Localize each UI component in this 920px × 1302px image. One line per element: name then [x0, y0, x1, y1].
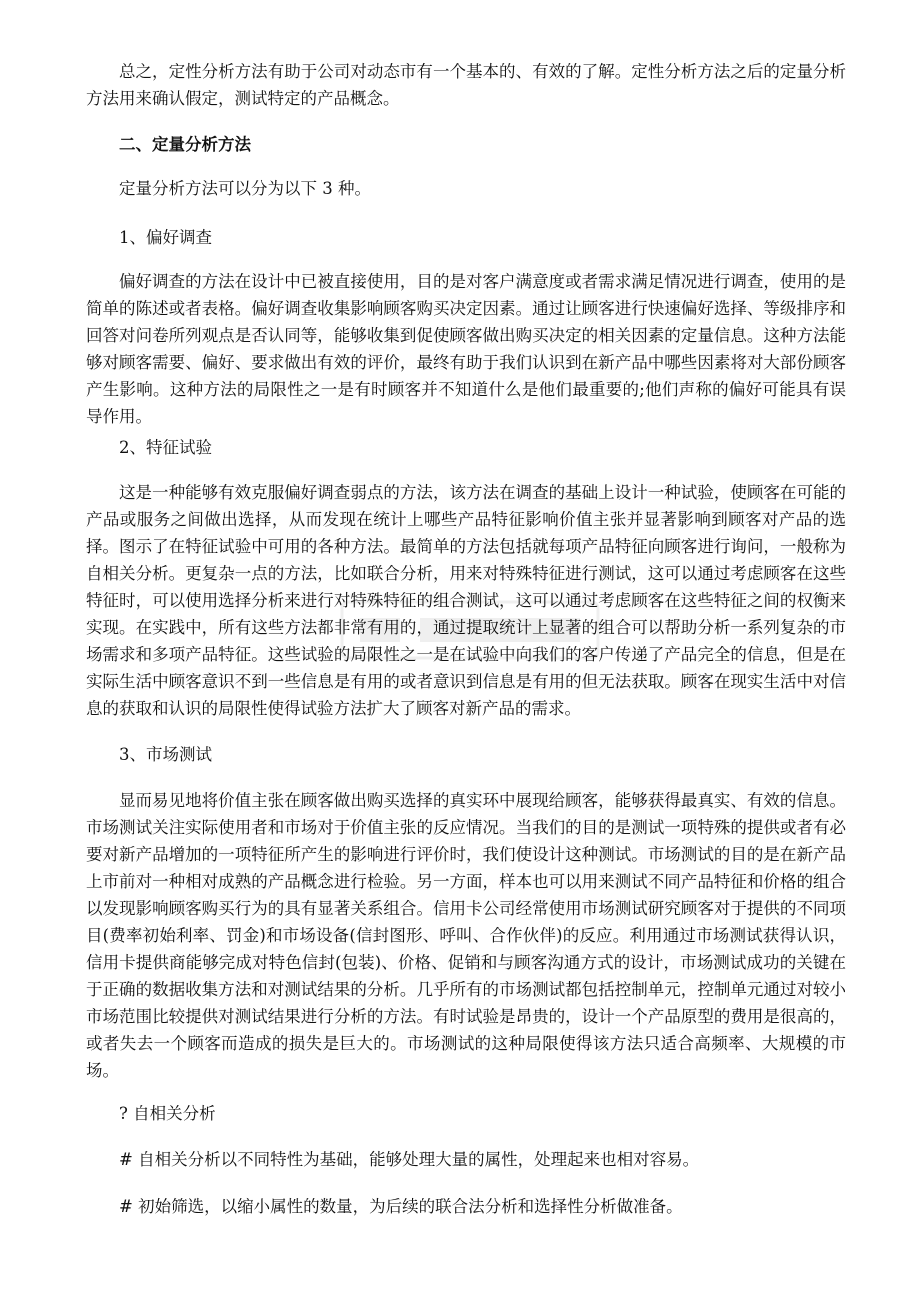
preference-survey-paragraph: 偏好调查的方法在设计中已被直接使用，目的是对客户满意度或者需求满足情况进行调查，使用的是简单的陈述或者表格。偏好调查收集影响顾客购买决定因素。通过让顾客进行快速偏好选择、等级排序和回答对问卷所列观点是否认同等，能够收集到促使顾客做出购买决定的相关因素的定量信息。这种方法能够对顾客需要、偏好、要求做出有效的评价，最终有助于我们认识到在新产品中哪些因素将对大部份顾客产生影响。这种方法的局限性之一是有时顾客并不知道什么是他们最重要的;他们声称的偏好可能具有误导作用。 — [86, 272, 846, 426]
intro-paragraph: 总之，定性分析方法有助于公司对动态市有一个基本的、有效的了解。定性分析方法之后的定量分析方法用来确认假定，测试特定的产品概念。 — [86, 62, 846, 108]
feature-test-paragraph: 这是一种能够有效克服偏好调查弱点的方法，该方法在调查的基础上设计一种试验，使顾客在可能的产品或服务之间做出选择，从而发现在统计上哪些产品特征影响价值主张并显著影响到顾客对产品的选择。图示了在特征试验中可用的各种方法。最简单的方法包括就每项产品特征向顾客进行询问，一般称为自相关分析。更复杂一点的方法，比如联合分析，用来对特殊特征进行测试，这可以通过考虑顾客在这些特征时，可以使用选择分析来进行对特殊特征的组合测试，这可以通过考虑顾客在这些特征之间的权衡来实现。在实践中，所有这些方法都非常有用的，通过提取统计上显著的组合可以帮助分析一系列复杂的市场需求和多项产品特征。这些试验的局限性之一是在试验中向我们的客户传递了产品完全的信息，但是在实际生活中顾客意识不到一些信息是有用的或者意识到信息是有用的但无法获取。顾客在现实生活中对信息的获取和认识的局限性使得试验方法扩大了顾客对新产品的需求。 — [86, 483, 846, 718]
subheading-market-test: 3、市场测试 — [119, 745, 212, 764]
market-test-paragraph: 显而易见地将价值主张在顾客做出购买选择的真实环中展现给顾客，能够获得最真实、有效的信息。市场测试关注实际使用者和市场对于价值主张的反应情况。当我们的目的是测试一项特殊的提供或者有必要对新产品增加的一项特征所产生的影响进行评价时，我们使设计这种测试。市场测试的目的是在新产品上市前对一种相对成熟的产品概念进行检验。另一方面，样本也可以用来测试不同产品特征和价格的组合以发现影响顾客购买行为的具有显著关系组合。信用卡公司经常使用市场测试研究顾客对于提供的不同项目(费率初始利率、罚金)和市场设备(信封图形、呼叫、合作伙伴)的反应。利用通过市场测试获得认识，信用卡提供商能够完成对特色信封(包装)、价格、促销和与顾客沟通方式的设计，市场测试成功的关键在于正确的数据收集方法和对测试结果的分析。几乎所有的市场测试都包括控制单元，控制单元通过对较小市场范围比较提供对测试结果进行分析的方法。有时试验是昂贵的，设计一个产品原型的费用是很高的，或者失去一个顾客而造成的损失是巨大的。市场测试的这种局限使得该方法只适合高频率、大规模的市场。 — [86, 791, 846, 1080]
section-heading-quantitative: 二、定量分析方法 — [119, 135, 251, 154]
autocorrelation-bullet-2: # 初始筛选，以缩小属性的数量，为后续的联合法分析和选择性分析做准备。 — [119, 1197, 683, 1216]
methods-intro: 定量分析方法可以分为以下 3 种。 — [119, 179, 371, 198]
subheading-preference-survey: 1、偏好调查 — [119, 228, 212, 247]
autocorrelation-bullet-1: # 自相关分析以不同特性为基础，能够处理大量的属性，处理起来也相对容易。 — [119, 1150, 700, 1169]
subheading-feature-test: 2、特征试验 — [119, 438, 212, 457]
subheading-autocorrelation: ? 自相关分析 — [119, 1104, 216, 1123]
